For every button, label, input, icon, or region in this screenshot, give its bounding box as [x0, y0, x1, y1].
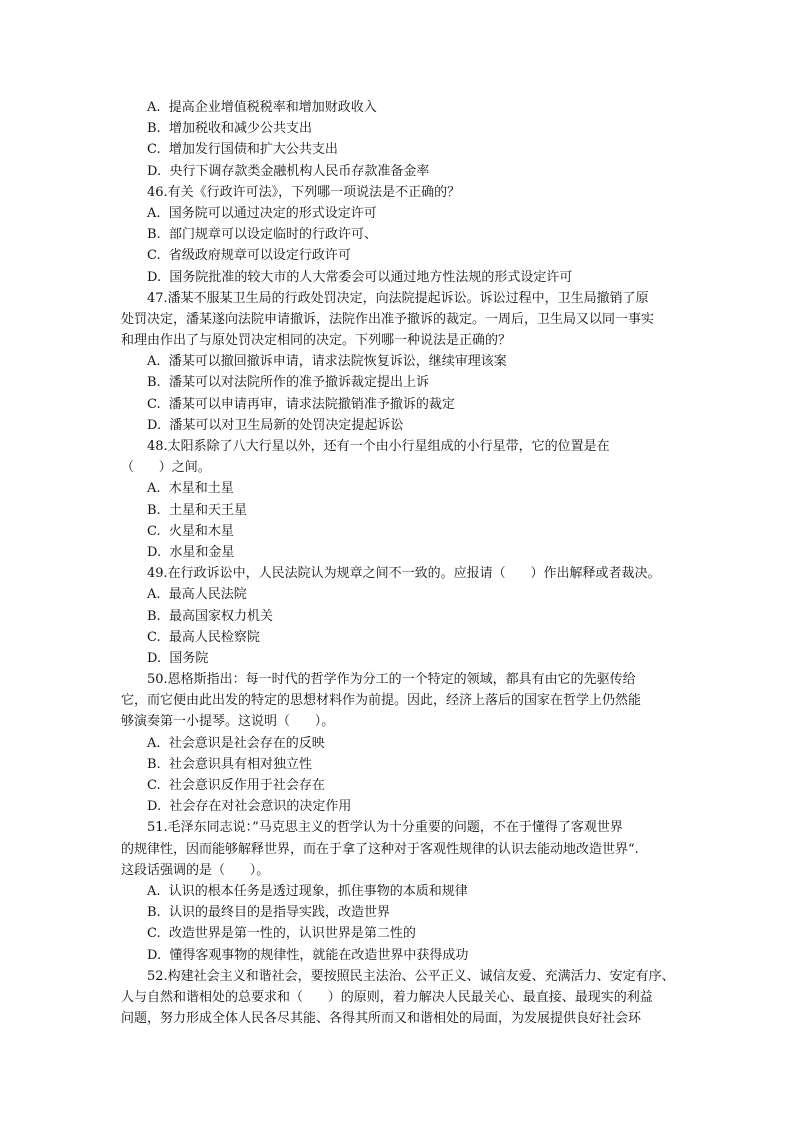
answer-option: D. 懂得客观事物的规律性，就能在改造世界中获得成功	[147, 947, 469, 963]
answer-option: A. 认识的根本任务是透过现象，抓住事物的本质和规律	[147, 883, 468, 899]
question-text: 46.有关《行政许可法》，下列哪一项说法是不正确的？	[147, 184, 461, 200]
answer-option: A. 木星和土星	[147, 481, 234, 497]
answer-option: C. 增加发行国债和扩大公共支出	[147, 142, 338, 158]
answer-option: A. 提高企业增值税税率和增加财政收入	[147, 100, 377, 115]
question-text-continued: 这段话强调的是（ ）。	[121, 862, 270, 878]
answer-option: B. 认识的最终目的是指导实践，改造世界	[147, 905, 390, 921]
question-text: 49.在行政诉讼中，人民法院认为规章之间不一致的。应报请（ ）作出解释或者裁决。	[147, 566, 661, 582]
answer-option: A. 潘某可以撤回撤诉申请，请求法院恢复诉讼，继续审理该案	[147, 354, 507, 370]
question-text: 48.太阳系除了八大行星以外，还有一个由小行星组成的小行星带，它的位置是在	[147, 439, 610, 454]
question-text: 51.毛泽东同志说：”马克思主义的哲学认为十分重要的问题，不在于懂得了客观世界	[147, 820, 623, 836]
answer-option: C. 省级政府规章可以设定行政许可	[147, 248, 351, 264]
question-text: 52.构建社会主义和谐社会，要按照民主法治、公平正义、诚信友爱、充满活力、安定有序、	[147, 968, 675, 984]
question-text-continued: 处罚决定，潘某遂向法院申请撤诉，法院作出准予撤诉的裁定。一周后，卫生局又以同一事实	[121, 311, 655, 327]
question-text: 50.恩格斯指出：每一时代的哲学作为分工的一个特定的领域，都具有由它的先驱传给	[147, 672, 636, 688]
answer-option: A. 国务院可以通过决定的形式设定许可	[147, 205, 377, 221]
answer-option: C. 潘某可以申请再审，请求法院撤销准予撤诉的裁定	[147, 396, 455, 412]
answer-option: D. 社会存在对社会意识的决定作用	[147, 799, 352, 815]
answer-option: B. 潘某可以对法院所作的准予撤诉裁定提出上诉	[147, 375, 429, 391]
answer-option: C. 最高人民检察院	[147, 629, 260, 645]
answer-option: B. 部门规章可以设定临时的行政许可、	[147, 227, 377, 243]
answer-option: D. 潘某可以对卫生局新的处罚决定提起诉讼	[147, 417, 404, 433]
question-text-continued: 它，而它便由此出发的特定的思想材料作为前提。因此，经济上落后的国家在哲学上仍然能	[121, 693, 642, 709]
answer-option: D. 水星和金星	[147, 544, 235, 560]
answer-option: B. 社会意识具有相对独立性	[147, 756, 312, 772]
answer-option: B. 最高国家权力机关	[147, 608, 273, 624]
question-text: 47.潘某不服某卫生局的行政处罚决定，向法院提起诉讼。诉讼过程中，卫生局撤销了原	[147, 290, 649, 306]
answer-option: A. 最高人民法院	[147, 587, 247, 603]
answer-option: D. 国务院	[147, 650, 209, 666]
answer-option: D. 央行下调存款类金融机构人民币存款准备金率	[147, 163, 430, 179]
question-text-continued: 够演奏第一小提琴。这说明（ ）。	[121, 714, 335, 730]
question-text-continued: 人与自然和谐相处的总要求和（ ）的原则，着力解决人民最关心、最直接、最现实的利益	[121, 989, 653, 1005]
answer-option: C. 火星和木星	[147, 523, 234, 539]
question-text-continued: 的规律性，因而能够解释世界，而在于拿了这种对于客观性规律的认识去能动地改造世界“.	[121, 841, 639, 857]
document-body	[121, 97, 681, 1029]
question-text-continued: 和理由作出了与原处罚决定相同的决定。下列哪一种说法是正确的？	[121, 333, 512, 349]
answer-option: C. 社会意识反作用于社会存在	[147, 778, 325, 793]
answer-option: A. 社会意识是社会存在的反映	[147, 735, 325, 751]
answer-option: C. 改造世界是第一性的，认识世界是第二性的	[147, 926, 416, 942]
answer-option: B. 增加税收和减少公共支出	[147, 121, 312, 137]
question-text-continued: （ ）之间。	[121, 460, 211, 476]
answer-option: D. 国务院批准的较大市的人大常委会可以通过地方性法规的形式设定许可	[147, 269, 573, 285]
answer-option: B. 土星和天王星	[147, 502, 247, 518]
question-text-continued: 问题，努力形成全体人民各尽其能、各得其所而又和谐相处的局面，为发展提供良好社会环	[121, 1011, 642, 1027]
